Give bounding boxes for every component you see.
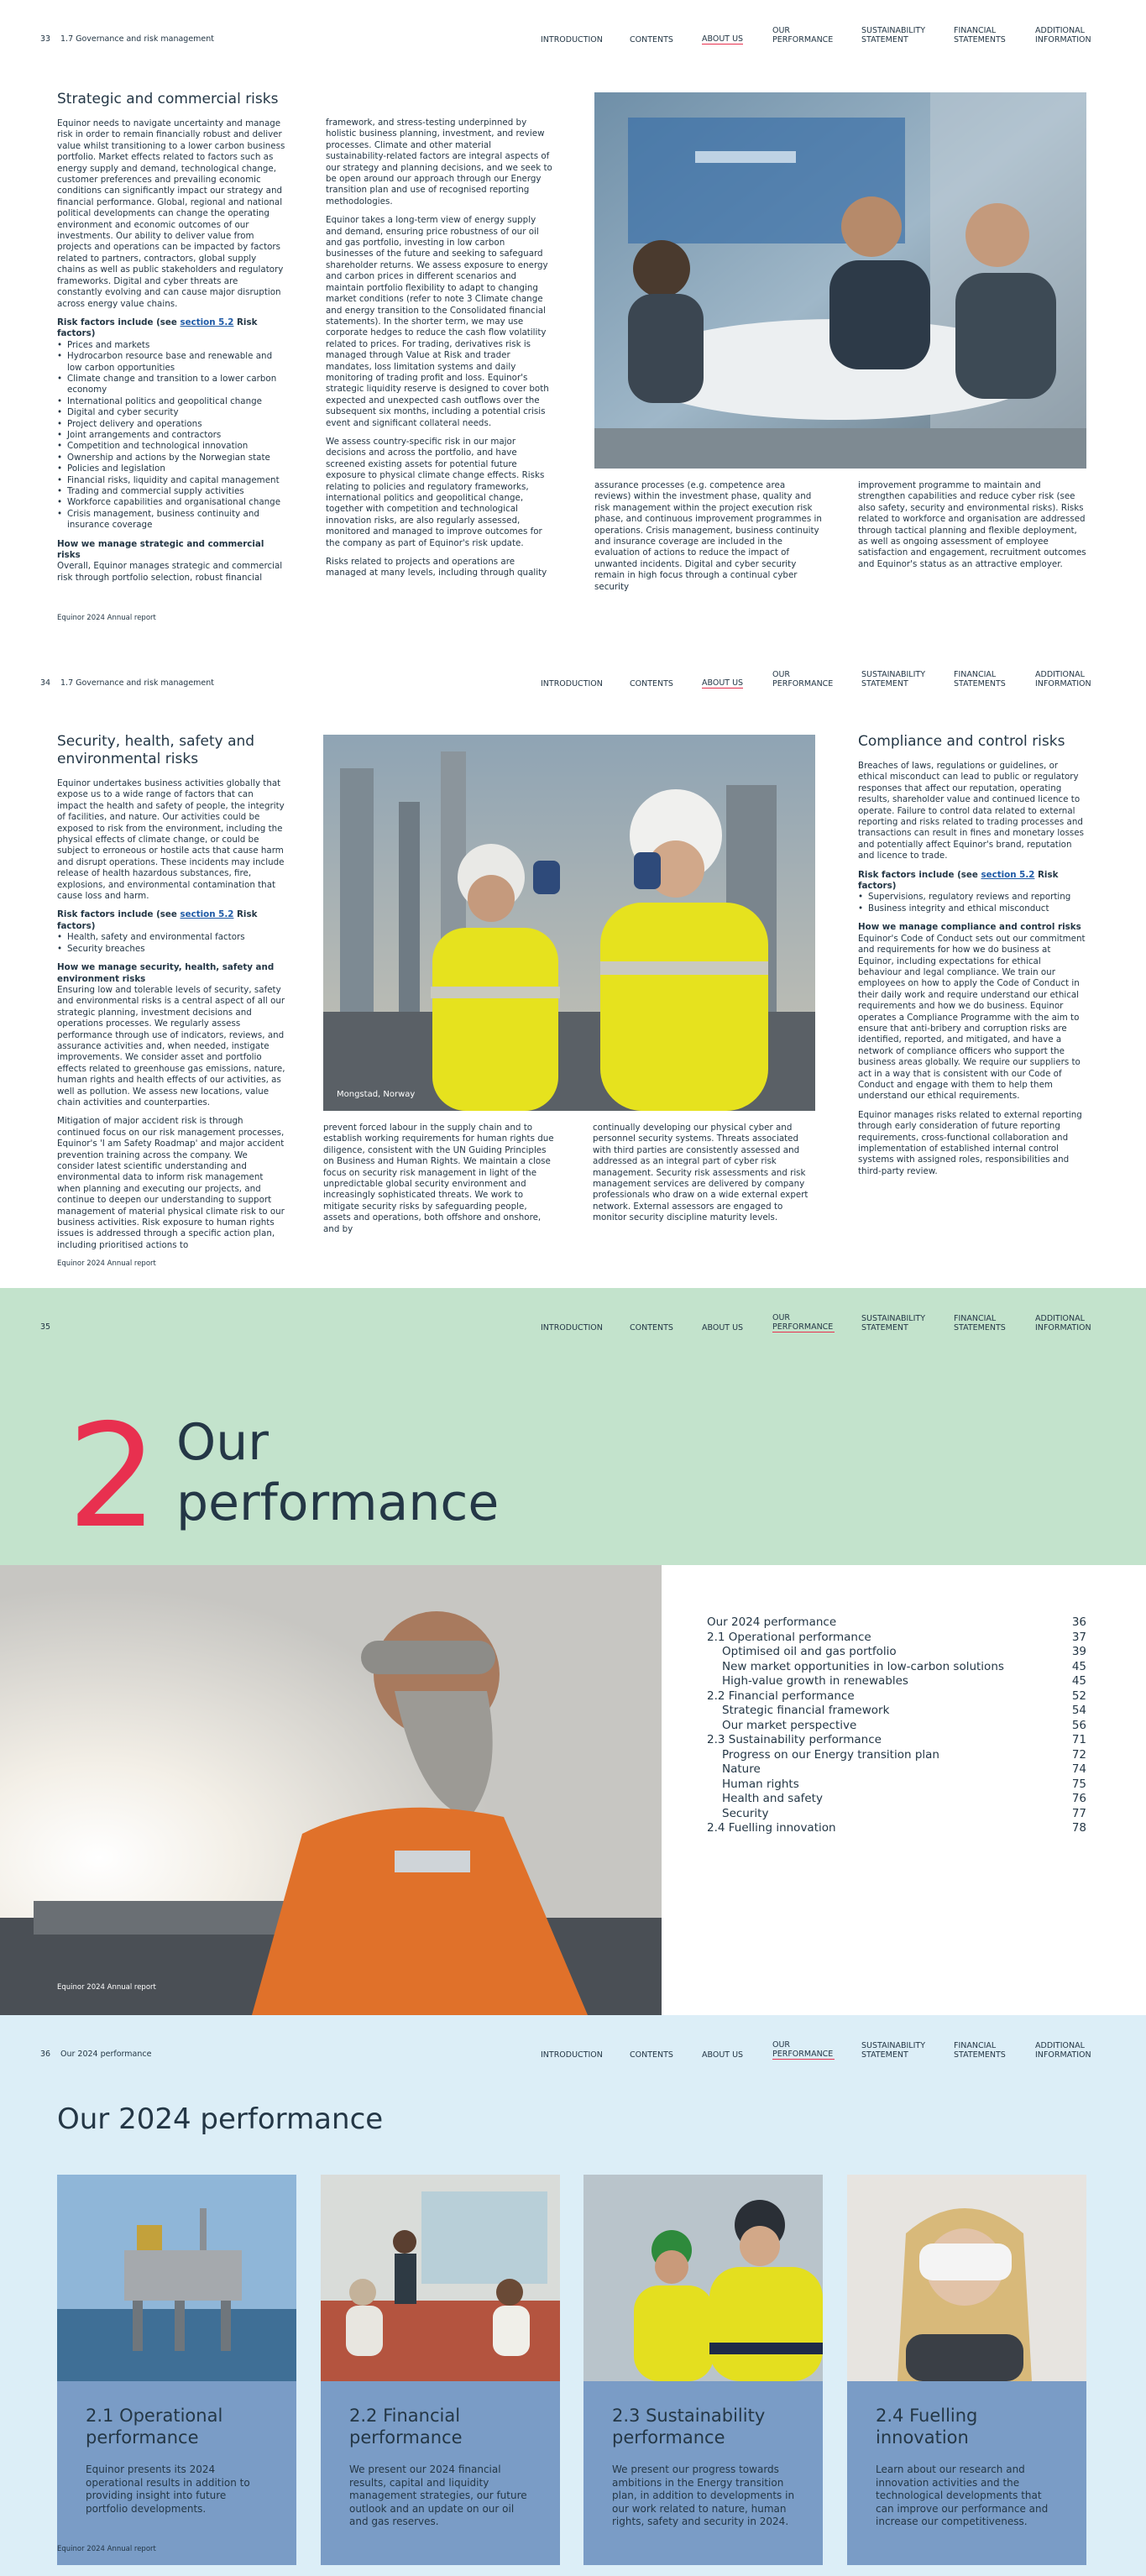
- toc-label: Our market perspective: [722, 1718, 857, 1732]
- page-title: Our 2024 performance: [57, 2102, 384, 2136]
- risk-factors-label: Risk factors include (see section 5.2 Risk factors): [57, 909, 258, 931]
- toc-page-number: 45: [1071, 1659, 1086, 1673]
- toc-page-number: 39: [1071, 1645, 1086, 1658]
- nav-our-performance[interactable]: OUR PERFORMANCE: [772, 670, 834, 689]
- toc-label: 2.1 Operational performance: [707, 1630, 871, 1644]
- toc-label: Our 2024 performance: [707, 1615, 837, 1629]
- card-operational[interactable]: [57, 2175, 296, 2565]
- section-link[interactable]: section 5.2: [180, 909, 234, 920]
- risk-list: [57, 340, 285, 531]
- vr-headset-image: [847, 2175, 1086, 2381]
- nav-introduction[interactable]: INTRODUCTION: [541, 35, 603, 45]
- workers-photo: [323, 735, 815, 1111]
- page-34: [0, 644, 1146, 1288]
- nav-about-us[interactable]: ABOUT US: [702, 2050, 744, 2060]
- card-title: 2.3 Sustainability performance: [612, 2406, 766, 2448]
- risk-list: [858, 892, 1086, 914]
- card-sustainability[interactable]: [583, 2175, 823, 2565]
- column-1: [57, 733, 285, 1259]
- card-description: We present our progress towards ambitions in the Energy transition plan, in addition to developments in our work related to nature, human rights, safety and security in 2024.: [612, 2463, 795, 2527]
- toc-page-number: 56: [1071, 1718, 1086, 1732]
- toc-label: 2.2 Financial performance: [707, 1689, 855, 1703]
- page-33: [0, 0, 1146, 644]
- card-description: Equinor presents its 2024 operational results in addition to providing insight into future portfolio developments.: [86, 2463, 250, 2515]
- toc-page-number: 76: [1071, 1792, 1086, 1805]
- column-4: [858, 480, 1086, 578]
- toc-page-number: 77: [1071, 1806, 1086, 1820]
- nav-sustainability[interactable]: SUSTAINABILITY STATEMENT: [861, 26, 926, 45]
- nav-additional[interactable]: ADDITIONAL INFORMATION: [1035, 670, 1091, 689]
- paragraph: Risks related to projects and operations are managed at many levels, including through quality: [326, 557, 547, 579]
- nav-our-performance[interactable]: OUR PERFORMANCE: [772, 1313, 834, 1332]
- list-item: • Trading and commercial supply activities: [57, 486, 285, 497]
- card-title: 2.2 Financial performance: [349, 2406, 463, 2448]
- section-label: Our 2024 performance: [60, 2050, 152, 2059]
- paragraph: improvement programme to maintain and strengthen capabilities and reduce cyber risk (see also safety, security and environmental risks). Risks related to workforce and organisation are addressed through tactical planning and flexible deployment, as well as ongoing assessment of employee satisfaction and engagement, recruitment outcomes and Equinor's status as an attractive employer.: [858, 480, 1086, 569]
- nav-about-us[interactable]: ABOUT US: [702, 25, 743, 45]
- worker-portrait-photo: [0, 1565, 662, 2015]
- toc-entry[interactable]: [707, 1689, 1086, 1704]
- card-financial[interactable]: [321, 2175, 560, 2565]
- column-2: [326, 118, 554, 587]
- nav-about-us[interactable]: ABOUT US: [702, 1323, 744, 1333]
- toc-entry[interactable]: [707, 1821, 1086, 1836]
- nav-financial[interactable]: FINANCIAL STATEMENTS: [954, 2041, 1006, 2060]
- toc-entry[interactable]: [707, 1807, 1086, 1822]
- safety-workers-image: [583, 2175, 823, 2381]
- page-footer: Equinor 2024 Annual report: [57, 2545, 156, 2553]
- paragraph: Equinor needs to navigate uncertainty and manage risk in order to remain financially robust and deliver value whilst transitioning to a lower carbon business portfolio. Market effects related to factors such as energy supply and demand, technological change, customer preferences and prevailing economic conditions can significantly impact our strategy and financial performance. Global, regional and national political developments can change the operating environment and economic outcomes of our investments. Our ability to deliver value from projects and operations can be impacted by factors related to partners, contractors, global supply chains as well as public stakeholders and regulatory frameworks. Digital and cyber threats are constantly evolving and can cause major disruption across energy value chains.: [57, 118, 285, 309]
- toc-page-number: 36: [1071, 1615, 1086, 1629]
- toc-label: Strategic financial framework: [722, 1704, 890, 1717]
- nav-introduction[interactable]: INTRODUCTION: [541, 679, 603, 689]
- risk-factors-label: Risk factors include (see section 5.2 Risk factors): [858, 869, 1059, 892]
- column-3: [594, 480, 823, 600]
- toc-page-number: 72: [1071, 1747, 1086, 1762]
- toc-entry[interactable]: [707, 1733, 1086, 1748]
- paragraph: Breaches of laws, regulations or guidelines, or ethical misconduct can lead to public or regulatory responses that affect our reputation, operating results, shareholder value and continued licence to operate. Failure to control data related to external reporting and risks related to trading processes and transactions can result in fines and monetary losses and potentially affect Equinor's brand, reputation and licence to trade.: [858, 761, 1084, 861]
- list-item: • Joint arrangements and contractors: [57, 430, 285, 441]
- toc-label: Human rights: [722, 1777, 799, 1791]
- toc-page-number: 45: [1071, 1674, 1086, 1688]
- toc-entry[interactable]: [707, 1660, 1086, 1675]
- list-item: • Ownership and actions by the Norwegian state: [57, 453, 285, 463]
- page-header: [0, 1313, 1146, 1342]
- page-36: [0, 2015, 1146, 2576]
- nav-additional[interactable]: ADDITIONAL INFORMATION: [1035, 1314, 1091, 1333]
- page-number: 36: [40, 2050, 51, 2059]
- nav-contents[interactable]: CONTENTS: [630, 2050, 673, 2060]
- card-title: 2.4 Fuelling innovation: [876, 2406, 978, 2448]
- toc-label: New market opportunities in low-carbon solutions: [722, 1659, 1004, 1673]
- office-meeting-image: [321, 2175, 560, 2381]
- list-item: • Crisis management, business continuity and insurance coverage: [57, 509, 285, 531]
- toc-entry[interactable]: [707, 1762, 1086, 1778]
- list-item: • Prices and markets: [57, 340, 285, 351]
- nav-introduction[interactable]: INTRODUCTION: [541, 1323, 603, 1333]
- toc-entry[interactable]: [707, 1719, 1086, 1734]
- nav-additional[interactable]: ADDITIONAL INFORMATION: [1035, 2041, 1091, 2060]
- card-description: Learn about our research and innovation activities and the technological developments that can improve our performance and increase our competitiveness.: [876, 2463, 1049, 2527]
- toc-entry[interactable]: [707, 1792, 1086, 1807]
- nav-sustainability[interactable]: SUSTAINABILITY STATEMENT: [861, 670, 926, 689]
- page-footer: Equinor 2024 Annual report: [57, 1259, 156, 1268]
- toc-entry[interactable]: [707, 1615, 1086, 1631]
- nav-financial[interactable]: FINANCIAL STATEMENTS: [954, 1314, 1006, 1333]
- nav-contents[interactable]: CONTENTS: [630, 35, 673, 45]
- paragraph: Equinor's Code of Conduct sets out our commitment and requirements for how we do business at Equinor, including expectations for ethical behaviour and legal compliance. We train our employees on how to apply the Code of Conduct in their daily work and require understand our ethical requirements and how we do business. Equinor operates a Compliance Programme with the aim to ensure that anti-bribery and corruption risks are identified, reported, and mitigated, and have a network of compliance officers who support the business areas globally. We require our suppliers to act in a way that is consistent with our Code of Conduct and engage with them to help them understand our ethical requirements.: [858, 933, 1086, 1102]
- toc-page-number: 74: [1071, 1762, 1086, 1776]
- photo-footer: Equinor 2024 Annual report: [57, 1983, 156, 1992]
- table-of-contents: [707, 1615, 1086, 1836]
- toc-label: High-value growth in renewables: [722, 1674, 908, 1688]
- nav-introduction[interactable]: INTRODUCTION: [541, 2050, 603, 2060]
- section-title: Compliance and control risks: [858, 733, 1065, 750]
- paragraph: framework, and stress-testing underpinned by holistic business planning, investment, and review processes. Climate and other material sustainability-related factors are integral aspects of our strategy and planning decisions, and we seek to be open around our approach through our Energy transition plan and use of recognised reporting methodologies.: [326, 118, 552, 207]
- toc-page-number: 71: [1071, 1733, 1086, 1746]
- section-label: 1.7 Governance and risk management: [60, 34, 215, 44]
- page-header: [0, 25, 1146, 54]
- nav-about-us[interactable]: ABOUT US: [702, 669, 743, 689]
- nav-our-performance[interactable]: OUR PERFORMANCE: [772, 26, 834, 45]
- toc-entry[interactable]: [707, 1674, 1086, 1689]
- section-link[interactable]: section 5.2: [981, 869, 1035, 880]
- list-item: • Hydrocarbon resource base and renewable and low carbon opportunities: [57, 351, 285, 374]
- paragraph: We assess country-specific risk in our major decisions and across the portfolio, and have screened existing assets for potential future exposure to physical climate change effects. Risks relating to policies and regulatory frameworks, international politics and geopolitical change, together with competition and technological innovation risks, are also regularly assessed, monitored and managed to improve outcomes for the company as part of Equinor's risk update.: [326, 436, 545, 548]
- list-item: • International politics and geopolitical change: [57, 396, 285, 407]
- toc-page-number: 54: [1071, 1704, 1086, 1717]
- page-number: 34: [40, 678, 51, 688]
- nav-our-performance[interactable]: OUR PERFORMANCE: [772, 2040, 834, 2059]
- manage-heading: How we manage security, health, safety and environment risks: [57, 962, 275, 984]
- nav-sustainability[interactable]: SUSTAINABILITY STATEMENT: [861, 1314, 926, 1333]
- page-35: [0, 1288, 1146, 2015]
- nav-financial[interactable]: FINANCIAL STATEMENTS: [954, 26, 1006, 45]
- toc-page-number: 37: [1071, 1630, 1086, 1644]
- toc-label: Security: [722, 1806, 769, 1820]
- manage-heading: How we manage compliance and control risks: [858, 922, 1081, 933]
- paragraph: Equinor manages risks related to external reporting through early consideration of future reporting requirements, cross-functional collaboration and implementation of established internal control systems with assigned roles, responsibilities and third-party review.: [858, 1109, 1082, 1176]
- photo-caption: Mongstad, Norway: [337, 1090, 416, 1099]
- toc-label: 2.3 Sustainability performance: [707, 1733, 882, 1746]
- toc-entry[interactable]: [707, 1704, 1086, 1719]
- card-innovation[interactable]: [847, 2175, 1086, 2565]
- nav-additional[interactable]: ADDITIONAL INFORMATION: [1035, 26, 1091, 45]
- page-number: 35: [40, 1322, 51, 1332]
- list-item: • Workforce capabilities and organisational change: [57, 497, 285, 508]
- nav-sustainability[interactable]: SUSTAINABILITY STATEMENT: [861, 2041, 926, 2060]
- list-item: • Health, safety and environmental factors: [57, 932, 285, 943]
- column-4: [858, 733, 1086, 1185]
- page-header: [0, 669, 1146, 698]
- toc-label: 2.4 Fuelling innovation: [707, 1821, 836, 1835]
- list-item: • Supervisions, regulatory reviews and reporting: [858, 892, 1086, 903]
- nav-financial[interactable]: FINANCIAL STATEMENTS: [954, 670, 1006, 689]
- toc-entry[interactable]: [707, 1631, 1086, 1646]
- offshore-platform-image: [57, 2175, 296, 2381]
- meeting-photo: [594, 92, 1086, 469]
- risk-list: [57, 932, 285, 955]
- toc-page-number: 75: [1071, 1777, 1086, 1791]
- list-item: • Climate change and transition to a lower carbon economy: [57, 374, 285, 396]
- section-title: Security, health, safety and environmental risks: [57, 733, 255, 767]
- toc-entry[interactable]: [707, 1748, 1086, 1763]
- paragraph: assurance processes (e.g. competence area reviews) within the investment phase, quality and risk management within the project execution risk phase, and continuous improvement programmes in operations. Crisis management, business continuity and insurance coverage are included in the evaluation of actions to reduce the impact of unwanted incidents. Digital and cyber security remain in high focus through a continual cyber security: [594, 480, 822, 592]
- section-label: 1.7 Governance and risk management: [60, 678, 215, 688]
- toc-page-number: 78: [1071, 1821, 1086, 1835]
- list-item: • Business integrity and ethical misconduct: [858, 903, 1086, 914]
- page-header: [0, 2040, 1146, 2069]
- list-item: • Security breaches: [57, 944, 285, 955]
- list-item: • Competition and technological innovation: [57, 441, 285, 452]
- nav-contents[interactable]: CONTENTS: [630, 1323, 673, 1333]
- toc-entry[interactable]: [707, 1778, 1086, 1793]
- column-2: [323, 1123, 557, 1243]
- card-title: 2.1 Operational performance: [86, 2406, 223, 2448]
- nav-contents[interactable]: CONTENTS: [630, 679, 673, 689]
- paragraph: continually developing our physical cyber and personnel security systems. Threats associated with third parties are consistently assessed and addressed as an integral part of cyber risk management. Security risk assessments and risk management services are delivered by company professionals who draw on a wide external expert network. External assessors are engaged to monitor security discipline maturity levels.: [593, 1123, 808, 1223]
- page-footer: Equinor 2024 Annual report: [57, 614, 156, 622]
- page-number: 33: [40, 34, 51, 44]
- chapter-number: 2: [67, 1394, 159, 1560]
- section-link[interactable]: section 5.2: [180, 317, 234, 327]
- manage-heading: How we manage strategic and commercial risks: [57, 538, 264, 561]
- column-1: [57, 91, 285, 591]
- card-description: We present our 2024 financial results, capital and liquidity management strategies, our future outlook and an update on our oil and gas reserves.: [349, 2463, 527, 2527]
- list-item: • Policies and legislation: [57, 463, 285, 474]
- section-title: Strategic and commercial risks: [57, 91, 279, 107]
- paragraph: Equinor undertakes business activities globally that expose us to a wide range of factors that can impact the health and safety of people, the integrity of facilities, and nature. Our activities could be exposed to risk from the environment, including the physical effects of climate change, or could be subject to erroneous or hostile acts that cause harm and disrupt operations. These incidents may include release of health hazardous substances, fire, explosions, and environmental contamination that cause loss and harm.: [57, 778, 285, 902]
- toc-label: Progress on our Energy transition plan: [722, 1747, 939, 1762]
- toc-label: Nature: [722, 1762, 761, 1776]
- list-item: • Digital and cyber security: [57, 407, 285, 418]
- risk-factors-label: Risk factors include (see section 5.2 Risk factors): [57, 317, 258, 339]
- paragraph: Overall, Equinor manages strategic and commercial risk through portfolio selection, robust financial: [57, 561, 283, 583]
- column-3: [593, 1123, 818, 1232]
- toc-entry[interactable]: [707, 1645, 1086, 1660]
- list-item: • Project delivery and operations: [57, 419, 285, 430]
- list-item: • Financial risks, liquidity and capital management: [57, 475, 285, 486]
- toc-label: Optimised oil and gas portfolio: [722, 1645, 897, 1658]
- paragraph: prevent forced labour in the supply chain and to establish working requirements for human rights due diligence, consistent with the UN Guiding Principles on Business and Human Rights. We maintain a close focus on security risk management in light of the unpredictable global security environment and increasingly sophisticated threats. We work to mitigate security risks by safeguarding people, assets and operations, both offshore and onshore, and by: [323, 1123, 554, 1234]
- paragraph: Equinor takes a long-term view of energy supply and demand, ensuring price robustness of our oil and gas portfolio, investing in low carbon businesses of the future and seeking to safeguard shareholder returns. We assess exposure to energy and carbon prices in different scenarios and maintain portfolio flexibility to adapt to changing market conditions (refer to note 3 Climate change and energy transition to the Consolidated financial statements). In the shorter term, we may use corporate hedges to reduce the cash flow volatility related to prices. For trading, derivatives risk is managed through Value at Risk and trader mandates, loss limitation systems and daily monitoring of trading profit and loss. Equinor's strategic liquidity reserve is designed to cover both expected and unexpected cash outflows over the subsequent six months, including a potential crisis event and significant collateral needs.: [326, 215, 549, 428]
- paragraph: Ensuring low and tolerable levels of security, safety and environmental risks is a central aspect of all our strategic planning, investment decisions and operations processes. We regularly assess performance through use of indicators, reviews, and assurance activities and, when needed, instigate improvements. We consider asset and portfolio effects related to greenhouse gas emissions, nature, human rights and health effects of our activities, as well as pollution. We assess new locations, value chain activities and counterparties.: [57, 984, 285, 1107]
- paragraph: Mitigation of major accident risk is through continued focus on our risk management processes, Equinor's 'I am Safety Roadmap' and major accident prevention training across the company. We consider latest scientific understanding and environmental data to inform risk management when planning and executing our projects, and continue to deepen our understanding to support management of material physical climate risk to our business activities. Risk exposure to human rights issues is addressed through a specific action plan, including prioritised actions to: [57, 1116, 285, 1250]
- chapter-title: Our performance: [176, 1413, 500, 1532]
- toc-page-number: 52: [1071, 1689, 1086, 1703]
- toc-label: Health and safety: [722, 1792, 823, 1805]
